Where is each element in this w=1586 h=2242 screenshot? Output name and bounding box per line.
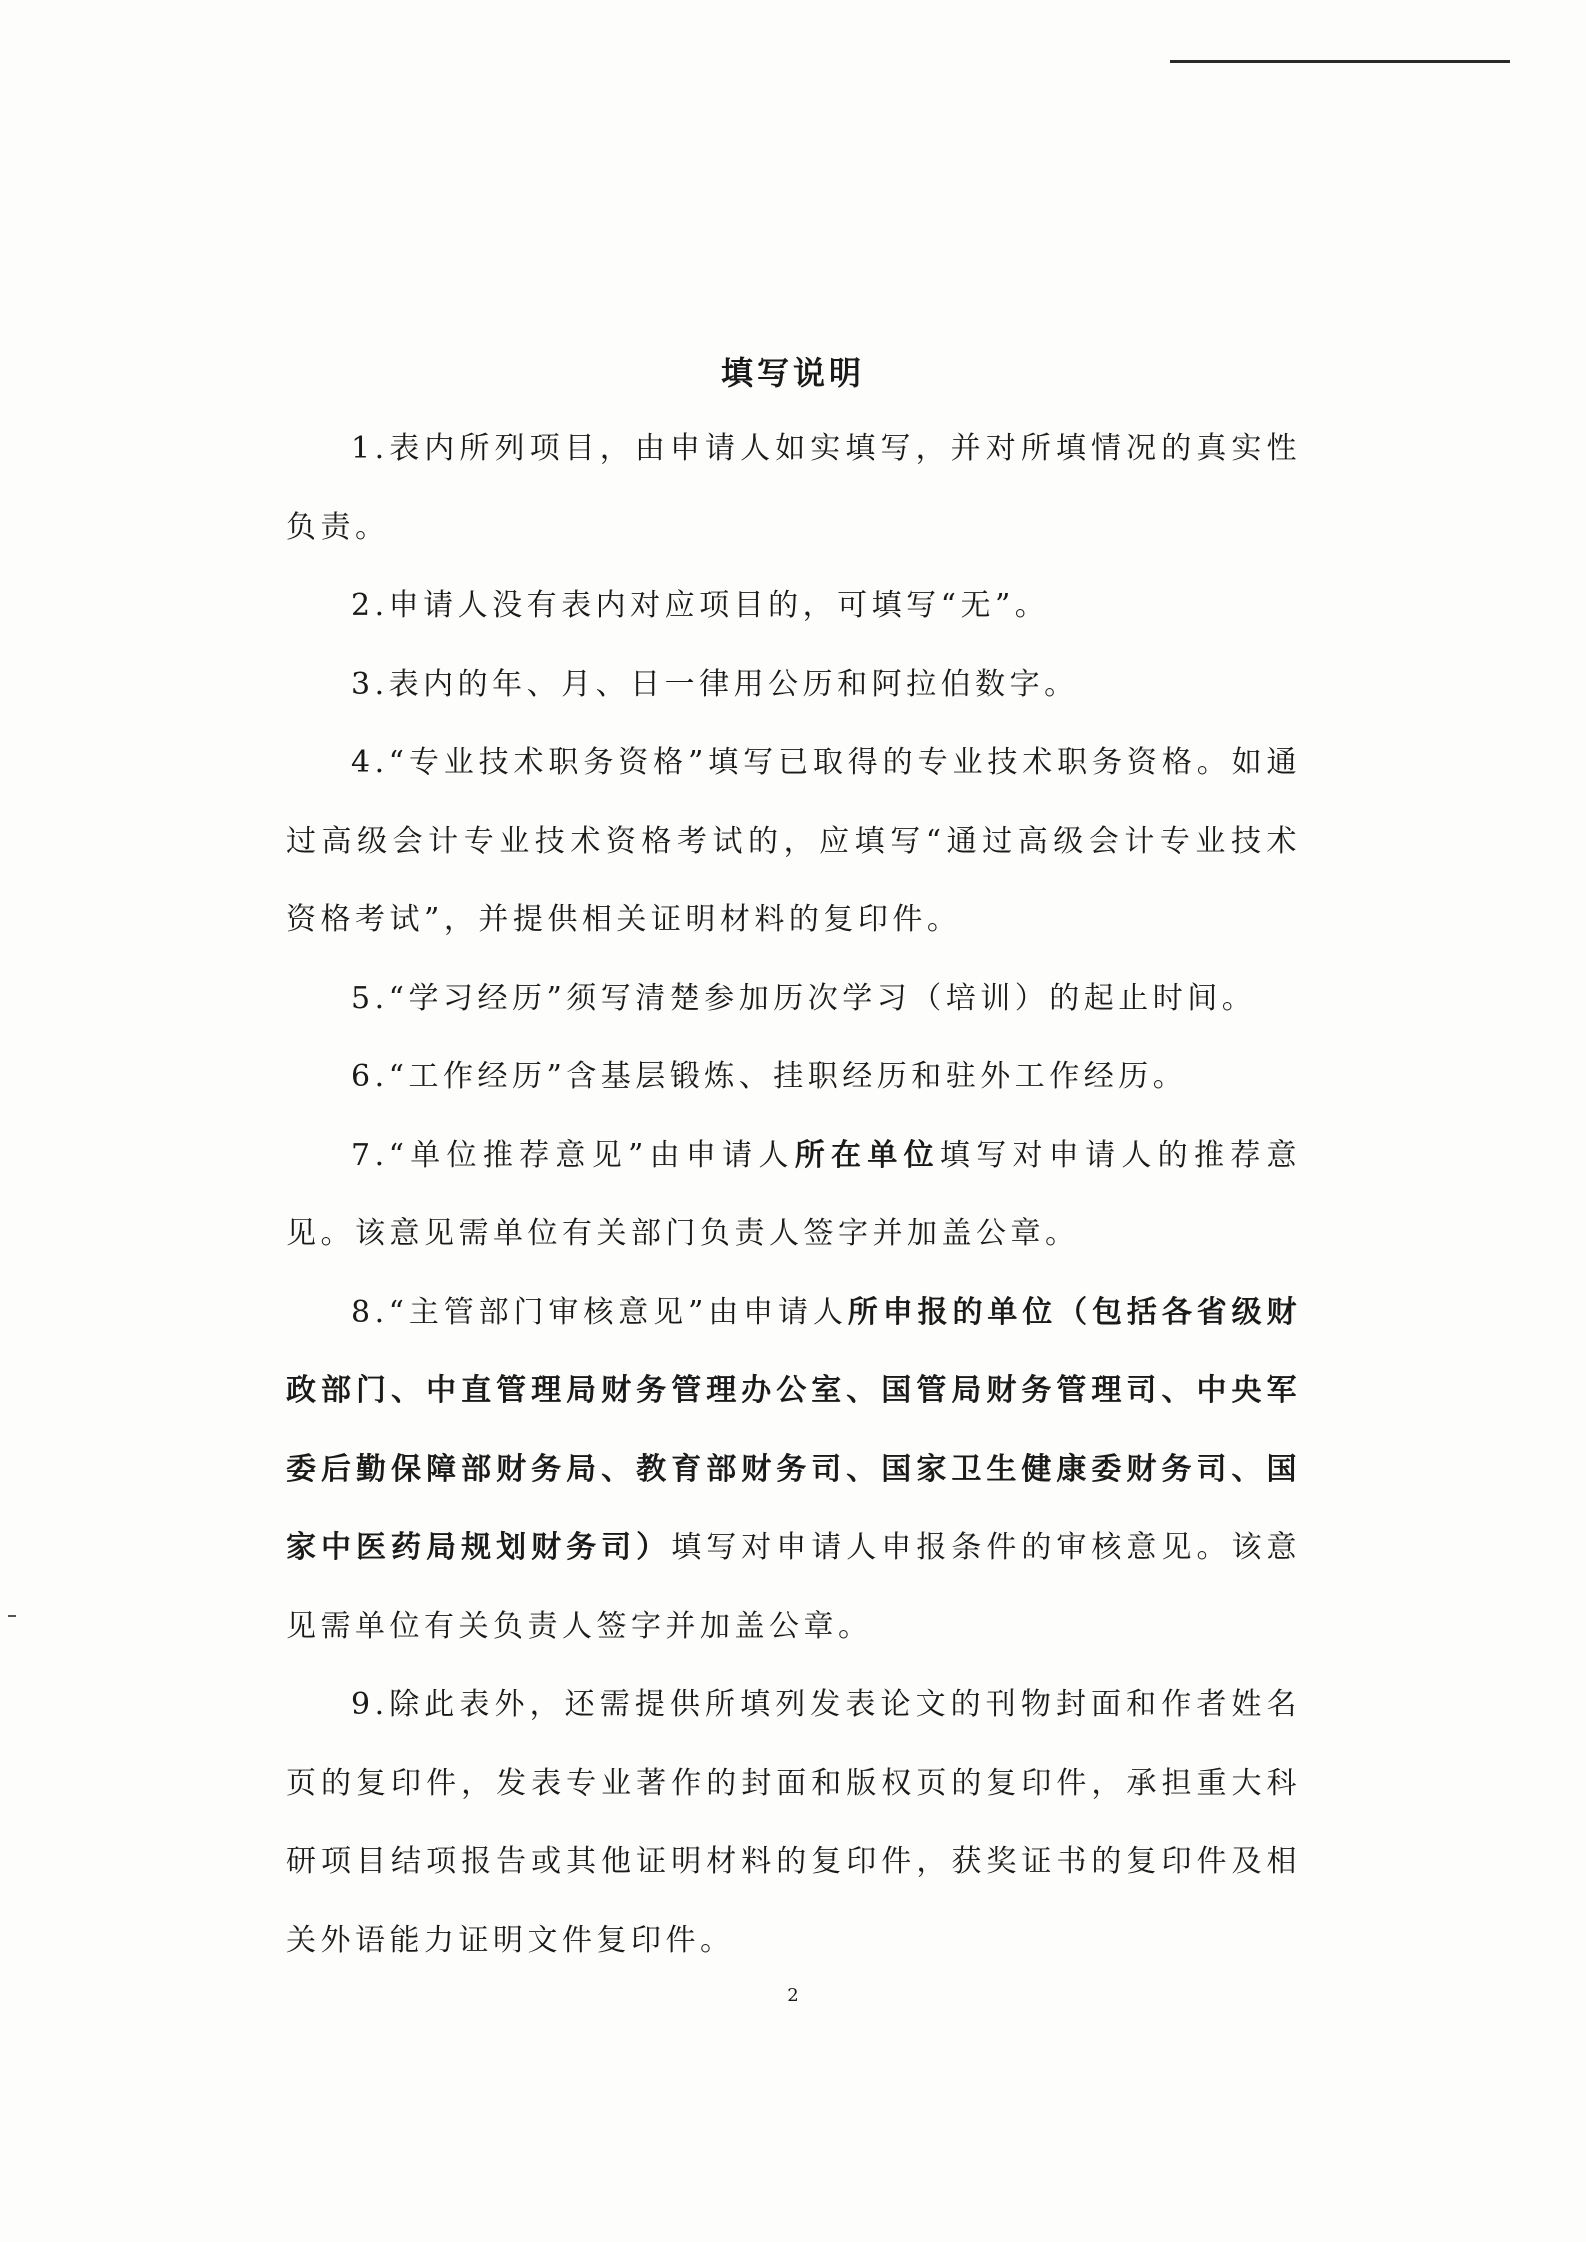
instruction-4: 4.“专业技术职务资格”填写已取得的专业技术职务资格。如通过高级会计专业技术资格考试的，应填写“通过高级会计专业技术资格考试”，并提供相关证明材料的复印件。 bbox=[286, 745, 1301, 937]
instruction-2: 2.申请人没有表内对应项目的，可填写“无”。 bbox=[351, 588, 1050, 623]
instruction-1: 1.表内所列项目，由申请人如实填写，并对所填情况的真实性负责。 bbox=[286, 431, 1301, 545]
instruction-8-part-1: 8.“主管部门审核意见”由申请人 bbox=[351, 1294, 848, 1330]
instruction-8-part-2: 填写对申请人申报条件的审核意见。该意见需单位有关负责人签字并加盖公章。 bbox=[286, 1530, 1302, 1644]
instruction-7-part-1: 7.“单位推荐意见”由申请人 bbox=[351, 1137, 795, 1173]
instruction-3: 3.表内的年、月、日一律用公历和阿拉伯数字。 bbox=[351, 666, 1079, 702]
page-number: 2 bbox=[787, 1985, 799, 2006]
instruction-6: 6.“工作经历”含基层锻炼、挂职经历和驻外工作经历。 bbox=[351, 1059, 1188, 1094]
instruction-5: 5.“学习经历”须写清楚参加历次学习（培训）的起止时间。 bbox=[351, 980, 1257, 1016]
instruction-8-emphasis: 所申报的单位（包括各省级财政部门、中直管理局财务管理办公室、国管局财务管理司、中央军委后勤保障部财务局、教育部财务司、国家卫生健康委财务司、国家中医药局规划财务司） bbox=[286, 1294, 1302, 1565]
instruction-7-part-2: 填写对申请人的推荐意见。该意见需单位有关部门负责人签字并加盖公章。 bbox=[286, 1137, 1302, 1251]
scan-artifact-mark bbox=[8, 1615, 16, 1617]
instructions-body bbox=[286, 410, 1301, 1980]
document-title: 填写说明 bbox=[720, 354, 865, 392]
instruction-8 bbox=[286, 1274, 1301, 1667]
scan-artifact-line bbox=[1170, 60, 1510, 63]
instruction-7 bbox=[286, 1117, 1301, 1274]
instruction-9: 9.除此表外，还需提供所填列发表论文的刊物封面和作者姓名页的复印件，发表专业著作的封面和版权页的复印件，承担重大科研项目结项报告或其他证明材料的复印件，获奖证书的复印件及相关外语能力证明文件复印件。 bbox=[286, 1687, 1301, 1958]
instruction-7-emphasis: 所在单位 bbox=[794, 1137, 940, 1173]
